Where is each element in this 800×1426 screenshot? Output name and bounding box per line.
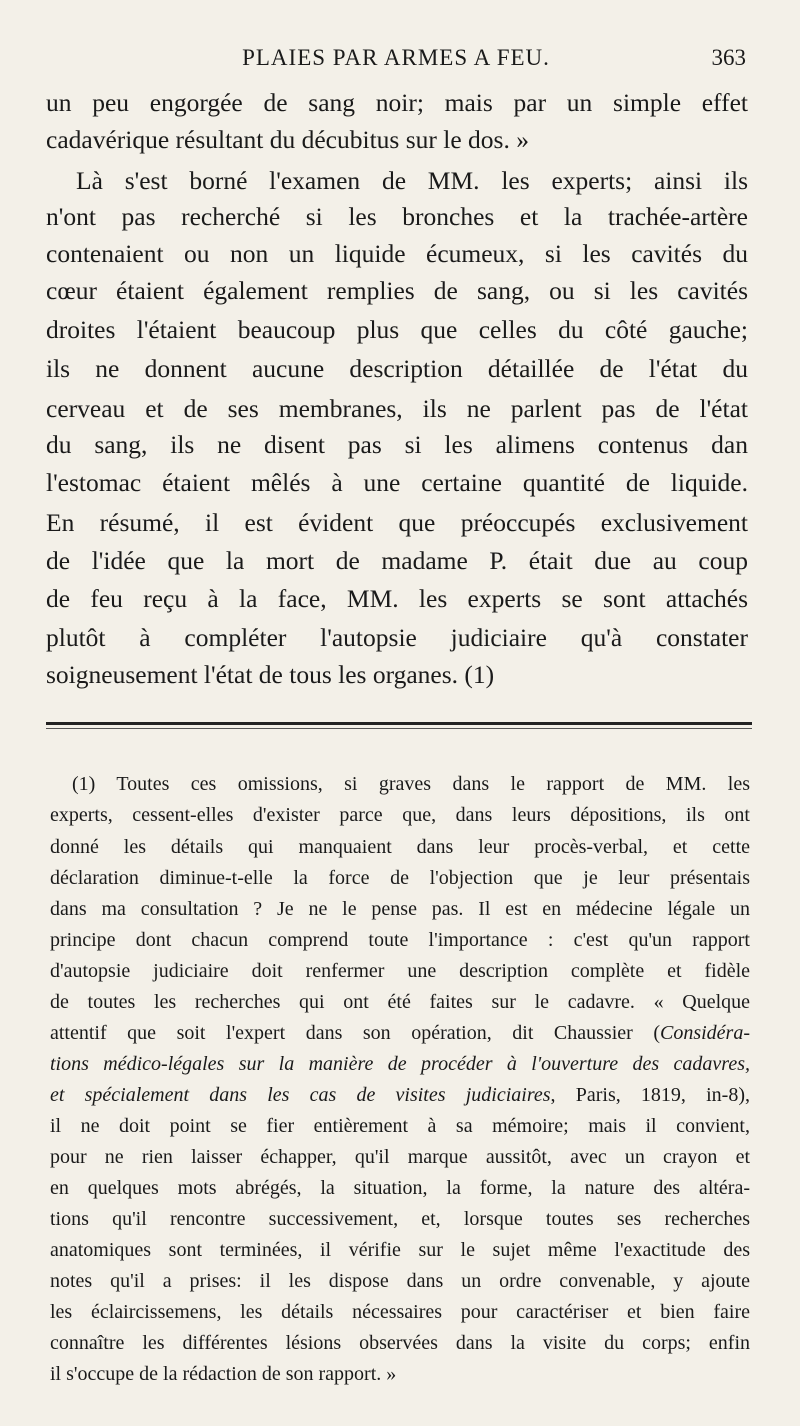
footnote-line: en quelques mots abrégés, la situation, la forme, la nature des altéra- [50, 1177, 750, 1199]
footnote-line: experts, cessent-elles d'exister parce que, dans leurs dépositions, ils ont [50, 804, 750, 826]
footnote-text: , Paris, 1819, in-8), [550, 1084, 750, 1106]
body-line: n'ont pas recherché si les bronches et la trachée-artère [46, 202, 748, 231]
footnote-separator [46, 722, 752, 725]
footnote-line: notes qu'il a prises: il les dispose dans un ordre convenable, y ajoute [50, 1270, 750, 1292]
body-line: contenaient ou non un liquide écumeux, si les cavités du [46, 239, 748, 268]
body-line: droites l'étaient beaucoup plus que celles du côté gauche; [46, 315, 748, 344]
body-line: du sang, ils ne disent pas si les alimens contenus dan [46, 430, 748, 459]
body-line: cœur étaient également remplies de sang, ou si les cavités [46, 276, 748, 305]
page-header [46, 38, 746, 78]
footnote-line: anatomiques sont terminées, il vérifie sur le sujet même l'exactitude des [50, 1239, 750, 1261]
page-number: 363 [711, 45, 746, 70]
body-line: plutôt à compléter l'autopsie judiciaire qu'à constater [46, 623, 748, 652]
footnote-line: donné les détails qui manquaient dans leur procès-verbal, et cette [50, 836, 750, 858]
footnote-line: principe dont chacun comprend toute l'importance : c'est qu'un rapport [50, 929, 750, 951]
footnote-line: pour ne rien laisser échapper, qu'il marque aussitôt, avec un crayon et [50, 1146, 750, 1168]
cited-title: et spécialement dans les cas de visites judiciaires [50, 1084, 551, 1106]
body-line: En résumé, il est évident que préoccupés exclusivement [46, 508, 748, 537]
running-title: PLAIES PAR ARMES A FEU. [242, 45, 550, 70]
footnote-line: déclaration diminue-t-elle la force de l'objection que je leur présentais [50, 867, 750, 889]
footnote-line: tions médico-légales sur la manière de procéder à l'ouverture des cadavres, [50, 1053, 750, 1075]
body-line: de l'idée que la mort de madame P. était due au coup [46, 546, 748, 575]
body-line: cadavérique résultant du décubitus sur le dos. » [46, 125, 529, 154]
footnote-line: il ne doit point se fier entièrement à sa mémoire; mais il convient, [50, 1115, 750, 1137]
body-line: un peu engorgée de sang noir; mais par un simple effet [46, 88, 748, 117]
footnote-line: de toutes les recherches qui ont été faites sur le cadavre. « Quelque [50, 991, 750, 1013]
body-line: de feu reçu à la face, MM. les experts se sont attachés [46, 584, 748, 613]
footnote-text: attentif que soit l'expert dans son opération, dit Chaussier ( [50, 1022, 660, 1044]
body-line: l'estomac étaient mêlés à une certaine quantité de liquide. [46, 468, 748, 497]
body-line: Là s'est borné l'examen de MM. les experts; ainsi ils [76, 166, 748, 195]
footnote-line: les éclaircissemens, les détails nécessaires pour caractériser et bien faire [50, 1301, 750, 1323]
body-line: soigneusement l'état de tous les organes. (1) [46, 660, 495, 689]
footnote-line [50, 1019, 750, 1047]
footnote-line: (1) Toutes ces omissions, si graves dans le rapport de MM. les [72, 773, 750, 795]
footnote-line [50, 1081, 750, 1109]
footnote-line: d'autopsie judiciaire doit renfermer une description complète et fidèle [50, 960, 750, 982]
footnote-line: connaître les différentes lésions observées dans la visite du corps; enfin [50, 1332, 750, 1354]
footnote-line: il s'occupe de la rédaction de son rapport. » [50, 1363, 397, 1385]
cited-title: Considéra- [660, 1022, 750, 1044]
footnote-line: dans ma consultation ? Je ne le pense pas. Il est en médecine légale un [50, 898, 750, 920]
body-line: cerveau et de ses membranes, ils ne parlent pas de l'état [46, 394, 748, 423]
body-line: ils ne donnent aucune description détaillée de l'état du [46, 354, 748, 383]
footnote-line: tions qu'il rencontre successivement, et, lorsque toutes ses recherches [50, 1208, 750, 1230]
